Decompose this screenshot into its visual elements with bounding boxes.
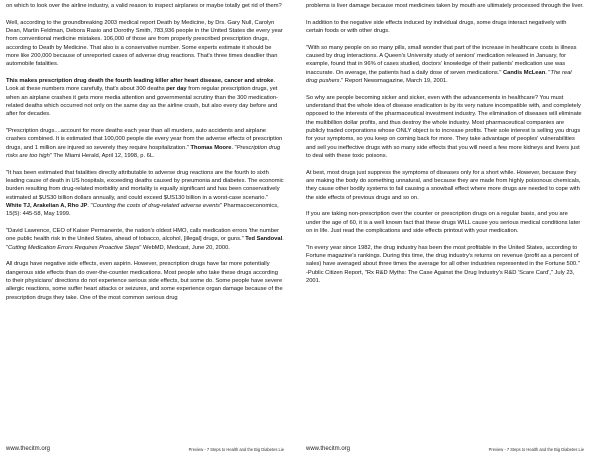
paragraph [6,260,284,302]
bold-text: Candis McLean [503,69,546,76]
italic-title: Prescription drug risks are too high [6,144,281,160]
text-run: If you are taking non-prescription over the counter or prescription drugs on a regular basis, and you are under the age of 60, it is a well known fact that these drugs WILL cause you serious medical conditions later on in life. Just read the complications and side effects printout with your medication. [306,211,581,235]
text-run: At best, most drugs just suppress the symptoms of diseases only for a short while. However, because they are making the body do something unnatural, and because they are made from highly poisonous chemicals, they cause other bodily systems to fail causing a snowball effect where more drugs are needed to cope with the side effects of previous drugs and so on. [306,169,581,201]
bold-text: Thomas Moore [190,144,232,151]
text-run: . " [545,69,551,76]
text-run: "Prescription drugs....account for more deaths each year than all murders, auto accidents and airplane crashes combined. It is estimated that 100,000 people die every year from the adverse effects of prescription drugs, and 1 million are injured so severely they require hospitalization." [6,128,283,151]
bold-text: Ted Sandoval [245,236,283,243]
paragraph [306,19,584,36]
text-run: All drugs have negative side effects, even aspirin. However, prescription drugs have far more potentially dangerous side effects than do over-the-counter medications. Most people who take these drugs according to their physicians' directions do not experience serious side effects, but some do. Some people have severe allergic reactions, some suffer heart attacks or seizures, and some experience organ damage because of the prescription drugs they take. One of the most common serious drug [6,261,283,301]
text-run: Well, according to the groundbreaking 2003 medical report Death by Medicine, by Drs. Gary Null, Carolyn Dean, Martin Feldman, Debora Rasio and Dorothy Smith, 783,936 people in the United States die every year from conventional medicine mistakes. 106,000 of those are from properly prescribed prescription drugs, according to Death by Medicine. That also is a conservative number. Some experts estimate it should be more like 200,000 because of unreported cases of adverse drug reactions. That's three times deadlier than automobile fatalities. [6,19,283,68]
footer-url[interactable]: www.thecitm.org [306,446,351,452]
footer-book-title: Preview - 7 Steps to Health and the Big Diabetes Lie [488,447,584,452]
text-run: "In every year since 1982, the drug industry has been the most profitable in the United States, according to Fortune magazine's rankings. During this time, the drug industry's returns on revenue (profit as a percent of sales) have averaged about three times the average for all other industries represented in the Fortune 500." [306,244,580,268]
text-run: ." Report Newsmagazine, March 19, 2001. [339,78,448,84]
paragraph [6,169,284,219]
text-run: on which to look over the airline industry, a valid reason to inspect airplanes or maybe totally get rid of them? [6,3,282,9]
paragraph [306,244,584,286]
text-run: from regular prescription drugs, yet when an airplane crashes it gets more media attention and governmental scrutiny than the 300 medication-related deaths which occurred not only on the same day as the airline crash, but also every day before and after for decades. [6,86,279,118]
paragraph [306,94,584,161]
paragraph [6,2,284,10]
left-page [0,0,292,463]
bold-text: per day [166,86,187,93]
right-page [300,0,592,463]
paragraph [306,2,584,10]
text-run: " Pharmacoeconomics, 15(5): 445-58, May 1999. [6,203,279,218]
paragraph [306,169,584,202]
text-run: . " [87,203,93,210]
text-run: " The Miami Herald, April 12, 1998, p. 6L. [49,153,155,160]
left-page-footer [6,446,284,456]
text-run: "With so many people on so many pills, small wonder that part of the increase in healthcare costs is illness caused by drug interactions. A Queen's University study of seniors' medication released in January, for example, found that in 96% of cases studied, doctors' knowledge of their patients' medication use was inaccurate. On average, the patients had a daily dose of seven medications." [306,44,577,76]
text-run: -Public Citizen Report, "Rx R&D Myths: The Case Against the Drug Industry's R&D 'Scare Card'," July 23, 2001. [306,269,575,285]
footer-url[interactable]: www.thecitm.org [6,446,51,452]
paragraph [6,227,284,252]
paragraph [6,127,284,160]
paragraph [306,210,584,235]
paragraph [6,19,284,69]
italic-title: The real drug pushers [306,69,572,84]
right-page-body [306,2,584,294]
footer-book-title: Preview - 7 Steps to Health and the Big Diabetes Lie [188,447,284,452]
bold-text: This makes prescription drug death the fourth leading killer after heart disease, cancer and stroke [6,78,274,84]
text-run: "It has been estimated that fatalities directly attributable to adverse drug reactions are the fourth to sixth leading cause of death in US hospitals, exceeding deaths caused by pneumonia and diabetes. The economic burden resulting from drug-related morbidity and mortality is equally significant and has been conservatively estimated at $US30 billion dollars annually, and could exceed $US130 billion in a worst-case scenario." [6,169,284,201]
bold-text: White TJ, Arakelian A, Rho JP [6,203,88,210]
italic-title: Counting the costs of drug-related adverse events [92,203,220,210]
paragraph [6,77,284,119]
italic-title: Cutting Medication Errors Requires Proactive Steps [8,244,140,251]
text-run: problems is liver damage because most medicines taken by mouth are ultimately processed through the liver. [306,3,584,9]
text-run: So why are people becoming sicker and sicker, even with the advancements in healthcare? You must understand that the whole idea of disease eradication is by its very nature incompatible with, and completely opposed to the interests of the pharmaceutical investment industry. The elimination of diseases will eliminate the multibillion dollar profits, and thus destroy the whole industry. Most pharmaceutical companies are publicly traded corporations whose ONLY object is to increase profits. Their sole interest is selling you drugs for your symptoms, so you keep on coming back for more. They take advantage of peoples' vulnerabilities and sell you ineffective drugs with so many side effects that you will need a few more kidneys and livers just to deal with these toxic poisons. [306,94,582,160]
text-run: "David Lawrence, CEO of Kaiser Permanente, the nation's oldest HMO, calls medication errors 'the number one public health risk in the United States, ahead of tobacco, alcohol, [illegal] drugs, or guns." [6,228,280,243]
text-run: . Look at these numbers more carefully, that's about 300 deaths [6,78,276,93]
text-run: . " [231,144,237,151]
text-run: . " [6,236,284,251]
left-page-body [6,2,284,310]
text-run: In addition to the negative side effects induced by individual drugs, some drugs interact negatively with certain foods or with other drugs. [306,19,567,34]
paragraph [306,44,584,86]
right-page-footer [306,446,584,456]
text-run: " WebMD, Medcast, June 20, 2000. [139,244,230,251]
